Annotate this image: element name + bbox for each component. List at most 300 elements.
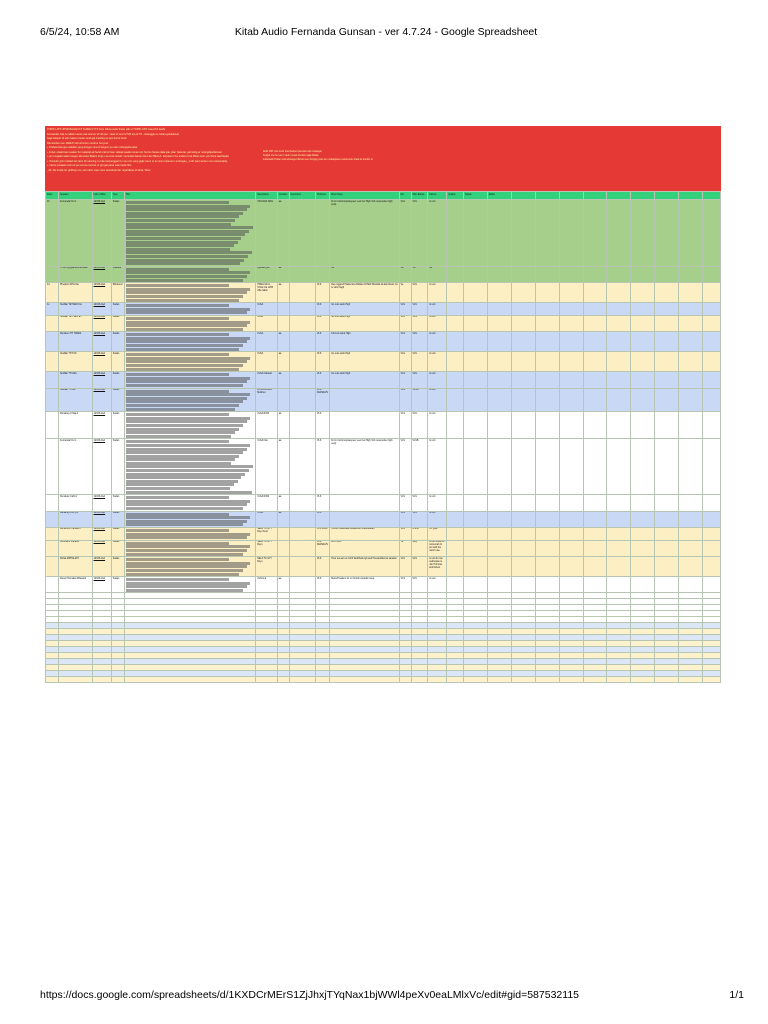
audio-link[interactable]: 12345 AAA bbox=[92, 439, 111, 495]
producer-cell[interactable] bbox=[289, 527, 315, 540]
table-row[interactable] bbox=[46, 372, 721, 388]
empty-cell[interactable] bbox=[655, 266, 679, 282]
table-row[interactable] bbox=[46, 511, 721, 527]
empty-cell[interactable] bbox=[464, 677, 488, 683]
empty-cell[interactable] bbox=[511, 332, 535, 352]
empty-cell[interactable] bbox=[511, 557, 535, 577]
empty-cell[interactable] bbox=[464, 412, 488, 439]
empty-cell[interactable] bbox=[411, 677, 428, 683]
speaker-cell[interactable]: Rohat MPHALM H bbox=[59, 557, 92, 577]
audio-link[interactable]: 12345 AAA bbox=[92, 283, 111, 303]
empty-cell[interactable] bbox=[583, 303, 607, 316]
empty-cell[interactable] bbox=[631, 527, 655, 540]
location-cell[interactable]: VLSA bbox=[256, 352, 278, 372]
empty-cell[interactable] bbox=[702, 266, 720, 282]
quality-cell[interactable]: G unit fur ran reafmaran in Jun Holl trae aruhrshum bbox=[428, 557, 447, 577]
empty-cell[interactable] bbox=[447, 511, 464, 527]
empty-cell[interactable] bbox=[511, 495, 535, 511]
empty-cell[interactable] bbox=[679, 200, 703, 267]
description-cell[interactable] bbox=[124, 352, 255, 372]
ext-cell[interactable]: VLS bbox=[399, 200, 411, 267]
empty-cell[interactable] bbox=[511, 388, 535, 412]
audio-link[interactable]: 12345 AAA bbox=[92, 352, 111, 372]
column-header[interactable]: Misc Notes bbox=[330, 192, 399, 200]
table-row[interactable] bbox=[46, 577, 721, 593]
empty-cell[interactable] bbox=[702, 527, 720, 540]
ext-cell[interactable]: VA bbox=[399, 266, 411, 282]
ext-cell[interactable]: VLS bbox=[399, 577, 411, 593]
notes-cell[interactable]: GL Luts sank High bbox=[330, 303, 399, 316]
table-row[interactable] bbox=[46, 540, 721, 556]
empty-cell[interactable] bbox=[447, 540, 464, 556]
description-cell[interactable] bbox=[124, 511, 255, 527]
location-cell[interactable]: HSMA Ufnrs S.Msi Cta LV80 U5a hahin bbox=[256, 283, 278, 303]
column-header[interactable]: Speaker bbox=[59, 192, 92, 200]
empty-cell[interactable] bbox=[631, 557, 655, 577]
empty-cell[interactable] bbox=[583, 283, 607, 303]
description-cell[interactable] bbox=[124, 303, 255, 316]
type-cell[interactable]: Sudan bbox=[111, 511, 124, 527]
recorded-cell[interactable] bbox=[277, 303, 289, 316]
table-row[interactable] bbox=[46, 527, 721, 540]
audio-link[interactable]: 12345 AAA bbox=[92, 332, 111, 352]
type-cell[interactable]: Sudan bbox=[111, 372, 124, 388]
empty-cell[interactable] bbox=[464, 439, 488, 495]
empty-cell[interactable] bbox=[679, 388, 703, 412]
empty-cell[interactable] bbox=[583, 352, 607, 372]
empty-cell[interactable] bbox=[702, 283, 720, 303]
producer-cell[interactable] bbox=[289, 412, 315, 439]
audio-link[interactable]: 12345 AAA bbox=[92, 527, 111, 540]
empty-cell[interactable] bbox=[607, 677, 631, 683]
audio-link[interactable]: 12345 AAA bbox=[92, 540, 111, 556]
recorded-cell[interactable] bbox=[277, 527, 289, 540]
empty-cell[interactable] bbox=[535, 677, 559, 683]
notes-cell[interactable] bbox=[330, 412, 399, 439]
empty-cell[interactable] bbox=[655, 540, 679, 556]
empty-cell[interactable] bbox=[447, 352, 464, 372]
recorded-cell[interactable]: aa bbox=[277, 511, 289, 527]
audio-link[interactable]: 12345 AAA bbox=[92, 200, 111, 267]
table-row[interactable] bbox=[46, 388, 721, 412]
location-cell[interactable]: VLSA bbox=[256, 332, 278, 352]
empty-cell[interactable] bbox=[111, 677, 124, 683]
column-header[interactable]: Editor bbox=[487, 192, 511, 200]
empty-cell[interactable] bbox=[487, 677, 511, 683]
extras-cell[interactable]: VLS bbox=[411, 352, 428, 372]
speaker-cell[interactable]: Sudflan TH TAS bbox=[59, 352, 92, 372]
empty-cell[interactable] bbox=[607, 495, 631, 511]
empty-cell[interactable] bbox=[464, 283, 488, 303]
empty-cell[interactable] bbox=[511, 540, 535, 556]
empty-cell[interactable] bbox=[559, 283, 583, 303]
empty-cell[interactable] bbox=[487, 527, 511, 540]
column-header[interactable]: Quality bbox=[447, 192, 464, 200]
empty-cell[interactable] bbox=[511, 200, 535, 267]
ext-cell[interactable]: VLS bbox=[399, 557, 411, 577]
speaker-cell[interactable]: Renduen TH TANES bbox=[59, 332, 92, 352]
empty-cell[interactable] bbox=[679, 352, 703, 372]
table-row[interactable] bbox=[46, 303, 721, 316]
quality-cell[interactable]: G unit bbox=[428, 439, 447, 495]
empty-cell[interactable] bbox=[535, 527, 559, 540]
extras-cell[interactable]: VLS bbox=[411, 283, 428, 303]
column-header[interactable]: Producer bbox=[315, 192, 329, 200]
empty-cell[interactable] bbox=[124, 677, 255, 683]
extras-cell[interactable]: VA bbox=[411, 266, 428, 282]
notes-cell[interactable]: Va bbox=[330, 266, 399, 282]
description-cell[interactable] bbox=[124, 439, 255, 495]
empty-cell[interactable] bbox=[631, 677, 655, 683]
speaker-cell[interactable]: Sudflan TET SEV EY bbox=[59, 315, 92, 331]
empty-cell[interactable] bbox=[631, 372, 655, 388]
column-header[interactable]: Ext bbox=[399, 192, 411, 200]
empty-cell[interactable] bbox=[702, 200, 720, 267]
empty-cell[interactable] bbox=[679, 332, 703, 352]
empty-cell[interactable] bbox=[607, 372, 631, 388]
description-cell[interactable] bbox=[124, 495, 255, 511]
type-cell[interactable]: Sudan bbox=[111, 577, 124, 593]
producer-cell[interactable] bbox=[289, 266, 315, 282]
producer-cell[interactable] bbox=[289, 315, 315, 331]
empty-cell[interactable] bbox=[447, 495, 464, 511]
recorded-cell[interactable] bbox=[277, 557, 289, 577]
empty-cell[interactable] bbox=[702, 677, 720, 683]
ext-cell[interactable]: VLS bbox=[399, 511, 411, 527]
extras-cell[interactable]: VLS bbox=[411, 557, 428, 577]
empty-cell[interactable] bbox=[447, 677, 464, 683]
ext-cell[interactable]: VLS bbox=[399, 315, 411, 331]
location-cell[interactable]: Byudan gue bbox=[256, 266, 278, 282]
empty-cell[interactable] bbox=[464, 266, 488, 282]
recorded-cell[interactable]: aa bbox=[277, 577, 289, 593]
ext-cell[interactable]: VLS bbox=[399, 495, 411, 511]
recorded-cell[interactable]: aa bbox=[277, 372, 289, 388]
producer-cell[interactable] bbox=[289, 200, 315, 267]
empty-cell[interactable] bbox=[631, 511, 655, 527]
misc-cell[interactable]: VLS bbox=[315, 283, 329, 303]
empty-cell[interactable] bbox=[583, 677, 607, 683]
empty-cell[interactable] bbox=[607, 540, 631, 556]
column-header[interactable] bbox=[511, 192, 535, 200]
empty-cell[interactable] bbox=[583, 388, 607, 412]
recorded-cell[interactable]: aa bbox=[277, 332, 289, 352]
misc-cell[interactable]: VLS MLRVEVS bbox=[315, 388, 329, 412]
recorded-cell[interactable]: aa bbox=[277, 439, 289, 495]
column-header[interactable] bbox=[607, 192, 631, 200]
extras-cell[interactable]: VLS bbox=[411, 412, 428, 439]
description-cell[interactable] bbox=[124, 577, 255, 593]
extras-cell[interactable]: VLS bbox=[411, 315, 428, 331]
empty-cell[interactable] bbox=[583, 511, 607, 527]
description-cell[interactable] bbox=[124, 266, 255, 282]
recorded-cell[interactable]: aa bbox=[277, 200, 289, 267]
empty-cell[interactable] bbox=[447, 412, 464, 439]
misc-cell[interactable] bbox=[315, 200, 329, 267]
empty-cell[interactable] bbox=[631, 388, 655, 412]
speaker-cell[interactable]: Ranahug C Maj A bbox=[59, 412, 92, 439]
extras-cell[interactable]: VLS bbox=[411, 577, 428, 593]
empty-cell[interactable] bbox=[655, 303, 679, 316]
empty-cell[interactable] bbox=[559, 412, 583, 439]
empty-cell[interactable] bbox=[535, 372, 559, 388]
empty-cell[interactable] bbox=[702, 557, 720, 577]
empty-cell[interactable] bbox=[631, 352, 655, 372]
misc-cell[interactable]: VLS bbox=[315, 577, 329, 593]
empty-cell[interactable] bbox=[559, 577, 583, 593]
type-cell[interactable]: Sudan bbox=[111, 439, 124, 495]
empty-cell[interactable] bbox=[702, 540, 720, 556]
quality-cell[interactable]: Va bbox=[428, 266, 447, 282]
misc-cell[interactable]: VLS bbox=[315, 495, 329, 511]
empty-cell[interactable] bbox=[583, 412, 607, 439]
empty-cell[interactable] bbox=[583, 315, 607, 331]
audio-link[interactable]: 12345 AAA bbox=[92, 495, 111, 511]
extras-cell[interactable]: VLS bbox=[411, 511, 428, 527]
empty-cell[interactable] bbox=[535, 511, 559, 527]
empty-cell[interactable] bbox=[535, 577, 559, 593]
quality-cell[interactable]: G unit bbox=[428, 352, 447, 372]
empty-cell[interactable] bbox=[511, 283, 535, 303]
description-cell[interactable] bbox=[124, 540, 255, 556]
empty-cell[interactable] bbox=[535, 412, 559, 439]
producer-cell[interactable] bbox=[289, 511, 315, 527]
extras-cell[interactable]: G unit bbox=[411, 527, 428, 540]
empty-cell[interactable] bbox=[535, 332, 559, 352]
location-cell[interactable]: VLSA Cahead bbox=[256, 372, 278, 388]
column-header[interactable] bbox=[679, 192, 703, 200]
empty-cell[interactable] bbox=[655, 283, 679, 303]
recorded-cell[interactable] bbox=[277, 540, 289, 556]
empty-cell[interactable] bbox=[631, 577, 655, 593]
producer-cell[interactable] bbox=[289, 283, 315, 303]
misc-cell[interactable]: VLS bbox=[315, 412, 329, 439]
audio-link[interactable]: 12345 AAA bbox=[92, 412, 111, 439]
empty-cell[interactable] bbox=[607, 303, 631, 316]
extras-cell[interactable]: VLS bbox=[411, 303, 428, 316]
audio-link[interactable]: 12345 AAA bbox=[92, 372, 111, 388]
empty-cell[interactable] bbox=[607, 332, 631, 352]
table-row[interactable] bbox=[46, 200, 721, 267]
empty-cell[interactable] bbox=[464, 352, 488, 372]
empty-cell[interactable] bbox=[655, 495, 679, 511]
empty-cell[interactable] bbox=[511, 303, 535, 316]
location-cell[interactable]: ULSmna bbox=[256, 577, 278, 593]
description-cell[interactable] bbox=[124, 412, 255, 439]
empty-cell[interactable] bbox=[679, 495, 703, 511]
misc-cell[interactable]: VLS bbox=[315, 352, 329, 372]
empty-cell[interactable] bbox=[487, 439, 511, 495]
empty-cell[interactable] bbox=[559, 439, 583, 495]
description-cell[interactable] bbox=[124, 200, 255, 267]
empty-cell[interactable] bbox=[559, 495, 583, 511]
empty-cell[interactable] bbox=[702, 332, 720, 352]
empty-cell[interactable] bbox=[535, 200, 559, 267]
column-header[interactable] bbox=[631, 192, 655, 200]
audio-link[interactable]: 12345 AAA bbox=[92, 557, 111, 577]
empty-cell[interactable] bbox=[679, 372, 703, 388]
empty-cell[interactable] bbox=[583, 372, 607, 388]
empty-cell[interactable] bbox=[631, 439, 655, 495]
empty-cell[interactable] bbox=[464, 577, 488, 593]
recorded-cell[interactable]: aa bbox=[277, 266, 289, 282]
empty-cell[interactable] bbox=[631, 412, 655, 439]
empty-cell[interactable] bbox=[559, 266, 583, 282]
quality-cell[interactable]: G unit bbox=[428, 511, 447, 527]
speaker-cell[interactable]: Ti Mo Ng jojahatUtha Malin bbox=[59, 266, 92, 282]
empty-cell[interactable] bbox=[535, 557, 559, 577]
extras-cell[interactable]: VLS bbox=[411, 200, 428, 267]
empty-cell[interactable] bbox=[535, 439, 559, 495]
empty-cell[interactable] bbox=[679, 557, 703, 577]
extras-cell[interactable]: VLS bbox=[411, 495, 428, 511]
quality-cell[interactable]: 13, year bbox=[428, 527, 447, 540]
column-header[interactable]: Title bbox=[124, 192, 255, 200]
empty-cell[interactable] bbox=[607, 315, 631, 331]
empty-cell[interactable] bbox=[487, 200, 511, 267]
notes-cell[interactable]: Mebu/Hoalsen for un hruldo canaufa mera bbox=[330, 577, 399, 593]
quality-cell[interactable]: G unit bbox=[428, 412, 447, 439]
empty-cell[interactable] bbox=[655, 412, 679, 439]
empty-cell[interactable] bbox=[511, 412, 535, 439]
empty-cell[interactable] bbox=[655, 511, 679, 527]
empty-cell[interactable] bbox=[679, 266, 703, 282]
empty-cell[interactable] bbox=[487, 315, 511, 331]
empty-cell[interactable] bbox=[559, 388, 583, 412]
type-cell[interactable]: Sudan bbox=[111, 352, 124, 372]
empty-cell[interactable] bbox=[535, 303, 559, 316]
speaker-cell[interactable]: Diese Fhsmalas Bhasauli bbox=[59, 577, 92, 593]
ext-cell[interactable]: Ye bbox=[399, 540, 411, 556]
quality-cell[interactable]: G unit bbox=[428, 372, 447, 388]
producer-cell[interactable] bbox=[289, 303, 315, 316]
table-row[interactable] bbox=[46, 266, 721, 282]
speaker-cell[interactable]: Fernanda FG G bbox=[59, 200, 92, 267]
empty-cell[interactable] bbox=[607, 266, 631, 282]
notes-cell[interactable]: Cronim Gesulldan Waselfinel Graishesean bbox=[330, 527, 399, 540]
empty-cell[interactable] bbox=[559, 315, 583, 331]
notes-cell[interactable]: GL Luts sank High bbox=[330, 315, 399, 331]
recorded-cell[interactable] bbox=[277, 388, 289, 412]
empty-cell[interactable] bbox=[511, 511, 535, 527]
notes-cell[interactable]: Hour tus aut us 4 sfrtf laulhFelts Igh aud Hsuuanfalurl at sanalon bbox=[330, 557, 399, 577]
speaker-cell[interactable]: Phepfent FHG Me bbox=[59, 283, 92, 303]
empty-cell[interactable] bbox=[511, 677, 535, 683]
empty-cell[interactable] bbox=[583, 527, 607, 540]
empty-cell[interactable] bbox=[583, 540, 607, 556]
empty-cell[interactable] bbox=[315, 677, 329, 683]
misc-cell[interactable]: VLS bbox=[315, 315, 329, 331]
empty-cell[interactable] bbox=[702, 352, 720, 372]
producer-cell[interactable] bbox=[289, 577, 315, 593]
empty-cell[interactable] bbox=[447, 372, 464, 388]
ext-cell[interactable]: VLS bbox=[399, 388, 411, 412]
empty-cell[interactable] bbox=[59, 677, 92, 683]
recorded-cell[interactable]: aa bbox=[277, 352, 289, 372]
empty-cell[interactable] bbox=[702, 495, 720, 511]
empty-cell[interactable] bbox=[487, 511, 511, 527]
empty-cell[interactable] bbox=[679, 540, 703, 556]
location-cell[interactable]: VSA MAK MAS bbox=[256, 200, 278, 267]
empty-cell[interactable] bbox=[447, 315, 464, 331]
empty-cell[interactable] bbox=[702, 315, 720, 331]
empty-cell[interactable] bbox=[631, 495, 655, 511]
notes-cell[interactable]: From Culmmsqnarepeer Lew Gul High Yelf ceresnoden high soul) bbox=[330, 439, 399, 495]
empty-cell[interactable] bbox=[559, 303, 583, 316]
notes-cell[interactable] bbox=[330, 511, 399, 527]
column-header[interactable]: Misc Extras bbox=[411, 192, 428, 200]
empty-cell[interactable] bbox=[607, 200, 631, 267]
empty-cell[interactable] bbox=[655, 527, 679, 540]
empty-cell[interactable] bbox=[559, 352, 583, 372]
type-cell[interactable]: Rhuduner bbox=[111, 283, 124, 303]
location-cell[interactable]: SELA TC GTY RLyn bbox=[256, 557, 278, 577]
empty-cell[interactable] bbox=[535, 540, 559, 556]
empty-cell[interactable] bbox=[559, 372, 583, 388]
empty-cell[interactable] bbox=[487, 540, 511, 556]
empty-cell[interactable] bbox=[607, 527, 631, 540]
column-header[interactable] bbox=[655, 192, 679, 200]
empty-cell[interactable] bbox=[277, 677, 289, 683]
empty-cell[interactable] bbox=[631, 332, 655, 352]
recorded-cell[interactable]: aa bbox=[277, 283, 289, 303]
description-cell[interactable] bbox=[124, 527, 255, 540]
empty-cell[interactable] bbox=[607, 388, 631, 412]
table-row[interactable] bbox=[46, 439, 721, 495]
empty-cell[interactable] bbox=[447, 283, 464, 303]
empty-cell[interactable] bbox=[702, 372, 720, 388]
empty-cell[interactable] bbox=[559, 540, 583, 556]
quality-cell[interactable]: G unit bbox=[428, 283, 447, 303]
location-cell[interactable]: VLSA Fda bbox=[256, 439, 278, 495]
empty-row[interactable] bbox=[46, 677, 721, 683]
empty-cell[interactable] bbox=[655, 332, 679, 352]
empty-cell[interactable] bbox=[702, 388, 720, 412]
quality-cell[interactable]: G unit bbox=[428, 332, 447, 352]
location-cell[interactable]: SELA TC GTY RLyn bbox=[256, 540, 278, 556]
ext-cell[interactable]: VLS bbox=[399, 527, 411, 540]
column-header[interactable] bbox=[559, 192, 583, 200]
producer-cell[interactable] bbox=[289, 439, 315, 495]
type-cell[interactable]: Sudan bbox=[111, 303, 124, 316]
empty-cell[interactable] bbox=[655, 439, 679, 495]
empty-cell[interactable] bbox=[487, 412, 511, 439]
empty-cell[interactable] bbox=[92, 677, 111, 683]
location-cell[interactable]: VLSA bbox=[256, 315, 278, 331]
misc-cell[interactable]: VLS MLRVEVS bbox=[315, 540, 329, 556]
column-header[interactable]: Kamus bbox=[428, 192, 447, 200]
empty-cell[interactable] bbox=[583, 266, 607, 282]
empty-cell[interactable] bbox=[535, 352, 559, 372]
ext-cell[interactable]: VLS bbox=[399, 412, 411, 439]
empty-cell[interactable] bbox=[464, 372, 488, 388]
empty-cell[interactable] bbox=[679, 283, 703, 303]
empty-cell[interactable] bbox=[447, 557, 464, 577]
audio-link[interactable]: 12345 AAA bbox=[92, 388, 111, 412]
empty-cell[interactable] bbox=[655, 372, 679, 388]
empty-cell[interactable] bbox=[655, 388, 679, 412]
speaker-cell[interactable]: Fernanda FG G bbox=[59, 439, 92, 495]
column-header[interactable] bbox=[702, 192, 720, 200]
table-row[interactable] bbox=[46, 352, 721, 372]
empty-cell[interactable] bbox=[487, 372, 511, 388]
empty-cell[interactable] bbox=[447, 439, 464, 495]
misc-cell[interactable]: VLS bbox=[315, 332, 329, 352]
table-row[interactable] bbox=[46, 332, 721, 352]
speaker-cell[interactable]: Ranahug CAH pll bbox=[59, 511, 92, 527]
empty-cell[interactable] bbox=[487, 303, 511, 316]
type-cell[interactable]: Sudan bbox=[111, 200, 124, 267]
